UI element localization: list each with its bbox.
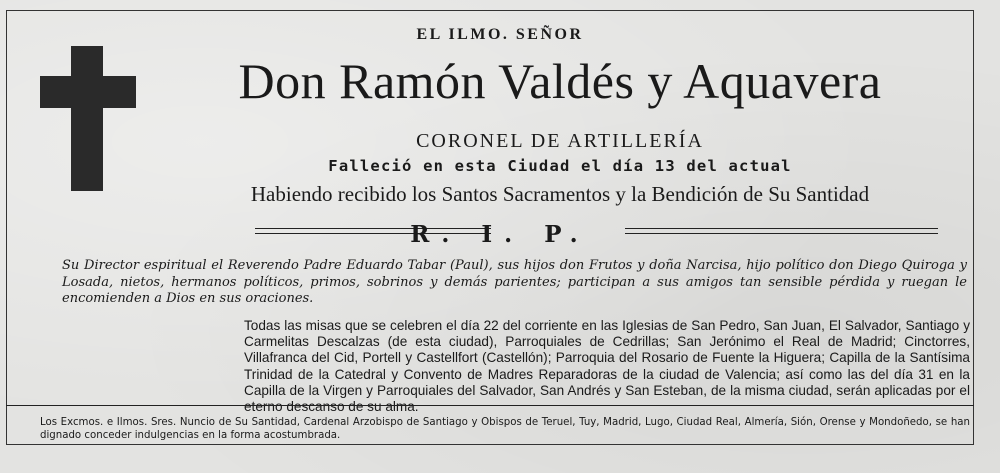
military-rank: CORONEL DE ARTILLERÍA (416, 130, 704, 152)
sacraments-line: Habiendo recibido los Santos Sacramentos y la Bendición de Su Santidad (250, 182, 870, 206)
honorific-title: EL ILMO. SEÑOR (416, 26, 584, 43)
death-announcement: Falleció en esta Ciudad el día 13 del actual (328, 157, 792, 175)
rip-heading: R. I. P. (410, 221, 590, 248)
indulgences-paragraph: Los Excmos. e Ilmos. Sres. Nuncio de Su Santidad, Cardenal Arzobispo de Santiago y Obispos de Teruel, Tuy, Madrid, Lugo, Ciudad Real, Almería, Sión, Orense y Mondoñedo, se han dignado conceder indulgencias en la forma acostumbrada. (40, 417, 970, 441)
latin-cross-icon (40, 46, 136, 191)
masses-paragraph: Todas las misas que se celebren el día 22 del corriente en las Iglesias de San Pedro, San Juan, El Salvador, Santiago y Carmelitas Descalzas (de esta ciudad), Parroquiales de Cedrillas; San Jerónimo el Real de Madrid; Cinctorres, Villafranca del Cid, Portell y Castellfort (Castellón); Parroquia del Rosario de Fuente la Higuera; Capilla de la Santísima Trinidad de la Catedral y Convento de Madres Reparadoras de la ciudad de Valencia; así como las del día 31 en la Capilla de la Virgen y Parroquiales del Salvador, San Andrés y San Esteban, de la misma ciudad, serán aplicadas por el eterno descanso de su alma. (244, 318, 970, 415)
deceased-name: Don Ramón Valdés y Aquavera (238, 53, 882, 109)
footer-divider (6, 405, 974, 406)
family-paragraph: Su Director espiritual el Reverendo Padre Eduardo Tabar (Paul), sus hijos don Frutos y doña Narcisa, hijo político don Diego Quiroga y Losada, nietos, hermanos políticos, primos, sobrinos y demás parientes; participan a sus amigos tan sensible pérdida y ruegan le encomienden a Dios en sus oraciones. (62, 258, 967, 306)
